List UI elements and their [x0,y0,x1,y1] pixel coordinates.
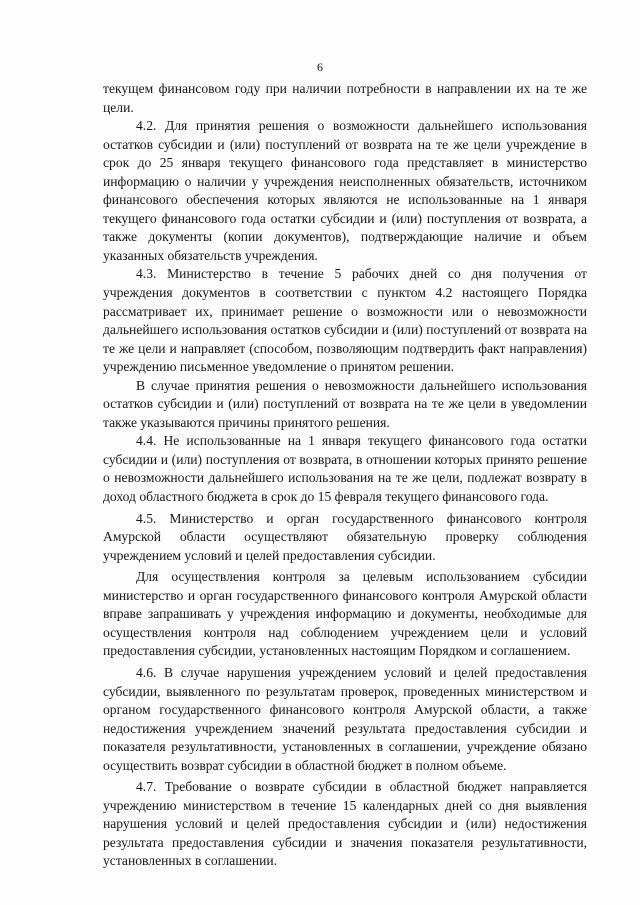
document-body [103,80,587,871]
paragraph-4-5-control: Для осуществления контроля за целевым использованием субсидии министерство и орган государственного финансового контроля Амурской области вправе запрашивать у учреждения информацию и документы, необходимые для осуществления контроля над соблюдением учреждением цели и условий предоставления субсидии, установленных настоящим Порядком и соглашением. [103,569,587,659]
paragraph-4-6: 4.6. В случае нарушения учреждением условий и целей предоставления субсидии, выявленного по результатам проверок, проведенных министерством и органом государственного финансового контроля Амурской области, а также недостижения учреждением значений результата предоставления субсидии и показателя результативности, установленных в соглашении, учреждение обязано осуществить возврат субсидии в областной бюджет в полном объеме. [103,664,587,773]
paragraph-continuation: текущем финансовом году при наличии потребности в направлении их на те же цели. [103,81,587,115]
paragraph-4-2: 4.2. Для принятия решения о возможности дальнейшего использования остатков субсидии и (или) поступлений от возврата на те же цели учреждение в срок до 25 января текущего финансового года представляет в министерство информацию о наличии у учреждения неисполненных обязательств, источником финансового обеспечения которых являются не использованные на 1 января текущего финансового года остатки субсидии и (или) поступления от возврата, а также документы (копии документов), подтверждающие наличие и объем указанных обязательств учреждения. [103,118,587,263]
paragraph-4-7: 4.7. Требование о возврате субсидии в областной бюджет направляется учреждению министерством в течение 15 календарных дней со дня выявления нарушения условий и целей предоставления субсидии и (или) недостижения результата предоставления субсидии и значения показателя результативности, установленных в соглашении. [103,779,587,869]
page-number: 6 [317,60,323,74]
paragraph-4-5: 4.5. Министерство и орган государственного финансового контроля Амурской области осуществляют обязательную проверку соблюдения учреждением условий и целей предоставления субсидии. [103,510,587,563]
paragraph-4-4: 4.4. Не использованные на 1 января текущего финансового года остатки субсидии и (или) поступления от возврата, в отношении которых принято решение о невозможности дальнейшего использования на те же цели, подлежат возврату в доход областного бюджета в срок до 15 февраля текущего финансового года. [103,433,587,505]
paragraph-4-3-refusal: В случае принятия решения о невозможности дальнейшего использования остатков субсидии и (или) поступлений от возврата на те же цели в уведомлении также указываются причины принятого решения. [103,377,587,430]
paragraph-4-3: 4.3. Министерство в течение 5 рабочих дней со дня получения от учреждения документов в соответствии с пунктом 4.2 настоящего Порядка рассматривает их, принимает решение о возможности или о невозможности дальнейшего использования остатков субсидии и (или) поступлений от возврата на те же цели и направляет (способом, позволяющим подтвердить факт направления) учреждению письменное уведомление о принятом решении. [103,266,587,375]
